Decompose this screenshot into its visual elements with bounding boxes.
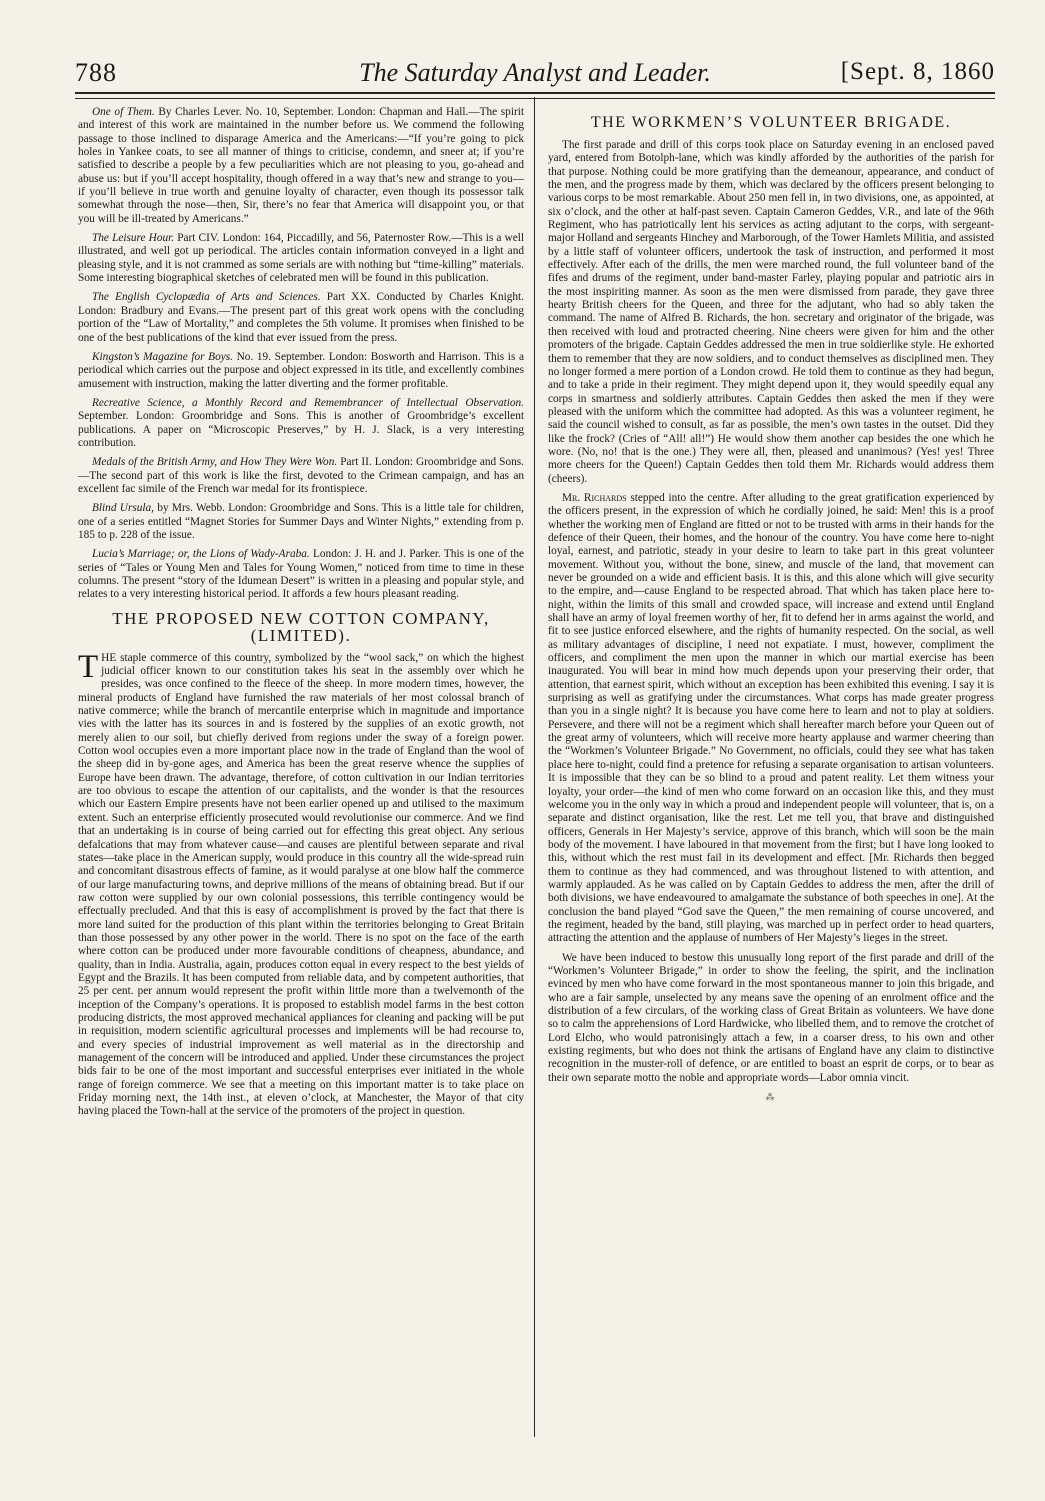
end-ornament: ⁂ (765, 1092, 777, 1103)
cotton-article-text: staple commerce of this country, symbolized by the “wool sack,” on which the highest judicial officer known to our constitution takes his seat in the assembly over which he presides, was once confined to the fleece of the sheep. In more modern times, however, the mineral products of England have furnished the raw materials of her most colossal branch of native commerce; while the branch of mercantile enterprise which in magnitude and importance vies with the latter has its sources in and is fostered by the supplies of an exotic growth, not merely alien to our soil, but chiefly derived from regions under the sway of a foreign power. Cotton wool occupies even a more important place now in the trade of England than the wool of the sheep did in by-gone ages, and America has been the great reserve whence the supplies of Europe have been drawn. The advantage, therefore, of cotton cultivation in our Indian territories are too obvious to escape the attention of our capitalists, and the wonder is that the resources which our Eastern Empire presents have not been earlier opened up and utilised to the maximum extent. Such an enterprise efficiently prosecuted would revolutionise our commerce. And we find that an undertaking is in course of being carried out for effecting this great object. Any serious defalcations that may from whatever cause—and causes are plentiful between separate and rival states—take place in the American supply, would produce in this country all the wide-spread ruin and concomitant disastrous effects of famine, as it would paralyse at one blow half the commerce of our large manufacturing towns, and deprive millions of the means of obtaining bread. But if our raw cotton were supplied by our own colonial possessions, this terrible contingency would be effectually precluded. And that this is easy of accomplishment is proved by the fact that there is more land suited for the production of this plant within the territories belonging to Great Britain than those possessed by any other power in the world. There is no spot on the face of the earth where cotton can be produced under more favourable conditions of cheapness, abundance, and quality, than in India. Australia, again, produces cotton equal in every respect to the best yields of Egypt and the Brazils. It has been computed from reliable data, and by competent authorities, that 25 per cent. per annum would represent the profit within little more than a twelvemonth of the inception of the Company’s operations. It is proposed to establish model farms in the best cotton producing districts, the most approved mechanical appliances for cleaning and packing will be put in requisition, modern scientific agricultural processes and implements will be had recourse to, and every species of industrial improvement as well material as in the directorship and management of the concern will be introduced and applied. Under these circumstances the project bids fair to be one of the most important and successful enterprises ever initiated in the whole range of foreign commerce. We see that a meeting on this important matter is to take place on Friday morning next, the 14th inst., at eleven o’clock, at Manchester, the Mayor of that city having placed the Town-hall at the service of the promoters of the project in question. (78, 651, 524, 1118)
right-column (548, 106, 994, 1104)
review-item (78, 106, 524, 226)
drop-cap: T (78, 648, 99, 685)
lead-letters: HE (101, 651, 117, 664)
issue-date: [Sept. 8, 1860 (840, 58, 995, 85)
review-body: Part XX. Conducted by Charles Knight. London: Bradbury and Evans.—The present part of this great work opens with the concluding portion of the “Law of Mortality,” and completes the 5th volume. It promises when finished to be one of the best publications of the kind that ever issued from the press. (78, 291, 525, 344)
review-body: By Charles Lever. No. 10, September. London: Chapman and Hall.—The spirit and interest of this work are maintained in the number before us. We commend the following passage to those inclined to disparage America and the Americans:—“If you’re going to pick holes in Yankee coats, to see all manner of things to criticise, condemn, and sneer at; if you’re satisfied to describe a people by a few peculiarities which are not pleasing to you, go-ahead and abuse us: but if you’ll accept hospitality, though offered in a way that’s new and strange to you—if you’ll believe in true worth and genuine loyalty of character, even though its possessor talk somewhat through the nose—then, Sir, there’s no fear that America will disappoint you, or that you will be ill-treated by Americans.” (78, 106, 525, 225)
review-item (78, 502, 524, 542)
review-body: No. 19. September. London: Bosworth and Harrison. This is a periodical which carries out the purpose and object expressed in its title, and excellently combines amusement with instruction, making the latter diverting and the former profitable. (78, 350, 525, 390)
review-item (78, 291, 524, 344)
speaker-name: Mr. Richards (562, 491, 627, 504)
review-item (78, 397, 524, 450)
column-divider (534, 97, 535, 1437)
page-number: 788 (75, 58, 117, 87)
review-item (78, 456, 524, 496)
review-title: Blind Ursula, (92, 502, 154, 515)
review-title: One of Them. (92, 106, 155, 118)
cotton-article-heading: THE PROPOSED NEW COTTON COMPANY, (LIMITED). (112, 608, 490, 645)
page-header (75, 52, 995, 92)
review-title: Lucia’s Marriage; or, the Lions of Wady-Araba. (92, 548, 310, 561)
cotton-article-body (78, 648, 524, 1119)
review-title: Medals of the British Army, and How They Were Won. (92, 456, 338, 469)
review-body: by Mrs. Webb. London: Groombridge and Sons. This is a little tale for children, one of a series entitled “Magnet Stories for Summer Days and Winter Nights,” extending from p. 185 to p. 228 of the issue. (78, 502, 525, 541)
review-item (78, 232, 524, 285)
left-column (78, 106, 524, 1125)
brigade-paragraph: The first parade and drill of this corps took place on Saturday evening in an enclosed paved yard, entered from Botolph-lane, which was kindly afforded by the authorities of the parish for that purpose. Nothing could be more gratifying than the demeanour, appearance, and conduct of the men, and the progress made by them, which was declared by the officers present belonging to various corps to be most remarkable. About 250 men fell in, in two divisions, one, as appointed, at six o’clock, and the other at half-past seven. Captain Cameron Geddes, V.R., and late of the 96th Regiment, who has patriotically lent his services as acting adjutant to the corps, with sergeant-major Holland and sergeants Hinchey and Marborough, of the Tower Hamlets Militia, and assisted by a little staff of volunteer officers, undertook the task of instruction, and performed it most effectively. After each of the drills, the men were marched round, the full volunteer band of the fifes and drums of the regiment, under band-master Farley, playing popular and patriotic airs in the most inspiriting manner. As soon as the men were dismissed from parade, they gave three hearty British cheers for the Queen, and three for the adjutant, who had so ably taken the command. The name of Alfred B. Richards, the hon. secretary and originator of the brigade, was then received with loud and protracted cheering. Nine cheers were given for him and the other promoters of the brigade. Captain Geddes addressed the men in true soldierlike style. He exhorted them to remember that they are now soldiers, and to conduct themselves as disciplined men. They no longer formed a mere portion of a London crowd. He told them to continue as they had begun, and to take a pride in their regiment. They might depend upon it, they would speedily equal any corps in smartness and soldierly attributes. Captain Geddes then asked the men if they were pleased with the uniform which the committee had adopted. As this was a volunteer regiment, he said the council wished to consult, as far as possible, the men’s own tastes in the outset. Did they like the frock? (Cries of “All! all!”) He would show them another cap besides the one which he wore. (No, no! that is the one.) They were all, then, pleased and unanimous? (Yes! yes! Three more cheers for the Queen!) Captain Geddes then told them Mr. Richards would address them (cheers). (548, 139, 994, 485)
review-item (78, 351, 524, 391)
review-title: The Leisure Hour. (92, 232, 175, 245)
review-title: Kingston’s Magazine for Boys. (92, 350, 233, 363)
header-rule (75, 92, 995, 99)
brigade-paragraph (548, 492, 994, 946)
review-body: Part II. London: Groombridge and Sons.—The second part of this work is like the first, devoted to the Crimean campaign, and has an excellent fac simile of the French war medal for its frontispiece. (78, 456, 524, 495)
review-body: Part CIV. London: 164, Piccadilly, and 56, Paternoster Row.—This is a well illustrated, and well got up periodical. The articles contain information conveyed in a light and pleasing style, and it is not crammed as some serials are with nothing but “time-killing” materials. Some interesting biographical sketches of celebrated men will be found in this publication. (78, 232, 524, 285)
review-body: September. London: Groombridge and Sons. This is another of Groombridge’s excellent publications. A paper on “Microscopic Preserves,” by H. J. Slack, is a very interesting contribution. (78, 410, 524, 449)
review-title: The English Cyclopædia of Arts and Sciences. (92, 291, 321, 304)
brigade-paragraph: We have been induced to bestow this unusually long report of the first parade and drill of the “Workmen’s Volunteer Brigade,” in order to show the feeling, the spirit, and the inclination evinced by men who have come forward in the most spontaneous manner to join this brigade, and who are a fair sample, unselected by any means save the opening of an enrolment office and the distribution of a few circulars, of the working class of Great Britain as volunteers. We have done so to calm the apprehensions of Lord Hardwicke, who libelled them, and to remove the crotchet of Lord Elcho, who would patronisingly attach a few, in a coarser dress, to his own and other existing regiments, but who does not think the artisans of England have any claim to distinctive recognition in the muster-roll of defence, or are entitled to boast an esprit de corps, or to bear as their own separate motto the noble and appropriate words—Labor omnia vincit. (548, 951, 994, 1084)
review-title: Recreative Science, a Monthly Record and Remembrancer of Intellectual Observation. (92, 396, 524, 409)
review-item (78, 548, 524, 601)
journal-title: The Saturday Analyst and Leader. (359, 58, 711, 87)
brigade-article-heading: THE WORKMEN’S VOLUNTEER BRIGADE. (590, 114, 952, 131)
speech-text: stepped into the centre. After alluding to the great gratification experienced by the officers present, in the expression of which he cordially joined, he said: Men! this is a proof whether the working men of England are fitted or not to be trusted with arms in their hands for the defence of their Queen, their homes, and the honour of the country. You have come here to-night loyal, earnest, and patriotic, steady in your desire to learn to take part in this great volunteer movement. Without you, without the bone, sinew, and muscle of the land, that movement can never be grounded on a wide and efficient basis. It is this, and this alone which will give security to the empire, and—cause England to be respected abroad. That which has taken place here to-night, within the limits of this small and crowded space, will increase and extend until England shall have an army of loyal freemen worthy of her, fit to defend her in arms against the world, and fit to see justice enforced elsewhere, and the rights of humanity respected. On the social, as well as military advantages of discipline, I need not expatiate. I must, however, compliment the officers, and compliment the men upon the manner in which our martial exercise has been inaugurated. You will bear in mind how much depends upon your preserving their order, that attention, that earnest spirit, which without an exception has been exhibited this evening. I say it is surprising as well as gratifying under the circumstances. What corps has made greater progress than you in a single night? It is because you have come here to learn and not to play at soldiers. Persevere, and there will not be a regiment which shall hereafter march before your Queen out of the great army of volunteers, which will receive more hearty applause and warmer cheering than the “Workmen’s Volunteer Brigade.” No Government, no officials, could they see what has taken place here to-night, could find a pretence for refusing a separate organisation to artisan volunteers. It is impossible that they can be so blind to a proud and patent reality. Let them witness your loyalty, your order—the kind of men who come forward on an occasion like this, and they must welcome you in the only way in which a proud and independent people will volunteer, that is, on a separate and distinct organisation, like the rest. Let me tell you, that brave and distinguished officers, Generals in Her Majesty’s service, approve of this branch, which will soon be the main body of the movement. I have laboured in that movement from the first; but I have long looked to this, without which the rest must fail in its development and effect. [Mr. Richards then begged them to continue as they had commenced, and was throughout listened to with attention, and warmly applauded. As he was called on by Captain Geddes to address the men, after the drill of both divisions, we have endeavoured to amalgamate the substance of both speeches in one]. At the conclusion the band played “God save the Queen,” the men remaining of course uncovered, and the regiment, headed by the band, still playing, was marched up in perfect order to head quarters, attracting the attention and the applause of numbers of Her Majesty’s lieges in the street. (548, 491, 994, 945)
review-body: London: J. H. and J. Parker. This is one of the series of “Tales or Young Men and Tales for Young Women,” noticed from time to time in these columns. The present “story of the Idumean Desert” is written in a pleasing and popular style, and relates to a very interesting historical period. It affords a few hours pleasant reading. (78, 548, 524, 601)
